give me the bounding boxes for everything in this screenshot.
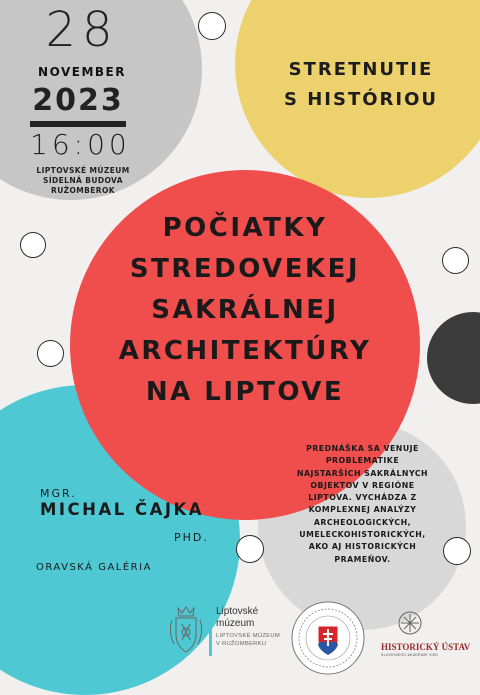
event-month: NOVEMBER xyxy=(38,65,126,79)
abstract-line: KOMPLEXNEJ ANALÝZY xyxy=(308,505,417,515)
event-venue xyxy=(20,166,146,196)
speaker-suffix: PHD. xyxy=(174,531,209,544)
decor-ring xyxy=(37,340,64,367)
series-title-line: S HISTÓRIOU xyxy=(283,89,438,110)
decor-ring xyxy=(236,535,264,563)
venue-line: SÍDELNÁ BUDOVA xyxy=(43,176,123,185)
abstract-line: PREDNÁŠKA SA VENUJE xyxy=(306,444,419,453)
decor-ring xyxy=(442,247,469,274)
decor-ring xyxy=(443,537,471,565)
historicky-ustav-logo-name: HISTORICKÝ ÚSTAV xyxy=(381,642,471,652)
venue-line: RUŽOMBEROK xyxy=(51,186,115,195)
decor-ring xyxy=(198,12,226,40)
historicky-ustav-emblem-icon xyxy=(396,610,424,640)
liptovske-muzeum-logo-bar xyxy=(209,606,212,656)
abstract-line: AKO AJ HISTORICKÝCH xyxy=(308,542,417,552)
ruzomberok-coat-of-arms-icon xyxy=(168,604,204,658)
event-year: 2023 xyxy=(32,83,124,118)
series-title xyxy=(250,55,472,115)
speaker-name: MICHAL ČAJKA xyxy=(40,500,205,519)
venue-line: LIPTOVSKÉ MÚZEUM xyxy=(36,166,130,175)
lecture-title-line: POČIATKY xyxy=(162,213,328,243)
abstract-line: OBJEKTOV V REGIÓNE xyxy=(310,480,415,490)
speaker-organization: ORAVSKÁ GALÉRIA xyxy=(36,562,152,573)
series-title-line: STRETNUTIE xyxy=(288,59,434,80)
abstract-line: LIPTOVA. VYCHÁDZA Z xyxy=(308,493,417,503)
event-time: 16:00 xyxy=(30,128,131,161)
abstract-line: PRAMEŇOV. xyxy=(334,554,391,564)
lecture-abstract xyxy=(280,443,445,566)
date-divider xyxy=(30,121,126,127)
abstract-line: ARCHEOLOGICKÝCH, xyxy=(313,517,412,527)
event-day: 28 xyxy=(45,2,119,58)
abstract-line: NAJSTARŠÍCH SAKRÁLNYCH xyxy=(296,468,429,478)
liptovske-muzeum-logo-name: Liptovské múzeum xyxy=(216,606,259,629)
lecture-title-line: SAKRÁLNEJ xyxy=(151,295,339,325)
seal-emblem-icon xyxy=(290,600,366,676)
decor-circle-dark xyxy=(427,312,480,404)
speaker-title: MGR. xyxy=(40,487,77,500)
abstract-line: PROBLEMATIKE xyxy=(325,456,400,466)
lecture-title xyxy=(100,208,390,413)
decor-ring xyxy=(20,232,46,258)
historicky-ustav-logo-subtitle: SLOVENSKEJ AKADÉMIE VIED xyxy=(381,653,439,657)
lecture-title-line: STREDOVEKEJ xyxy=(129,254,361,284)
lecture-title-line: NA LIPTOVE xyxy=(145,377,345,407)
lecture-title-line: ARCHITEKTÚRY xyxy=(118,336,372,366)
abstract-line: UMELECKOHISTORICKÝCH, xyxy=(299,530,426,540)
liptovske-muzeum-logo-subtitle: LIPTOVSKÉ MÚZEUM V RUŽOMBERKU xyxy=(216,633,280,647)
